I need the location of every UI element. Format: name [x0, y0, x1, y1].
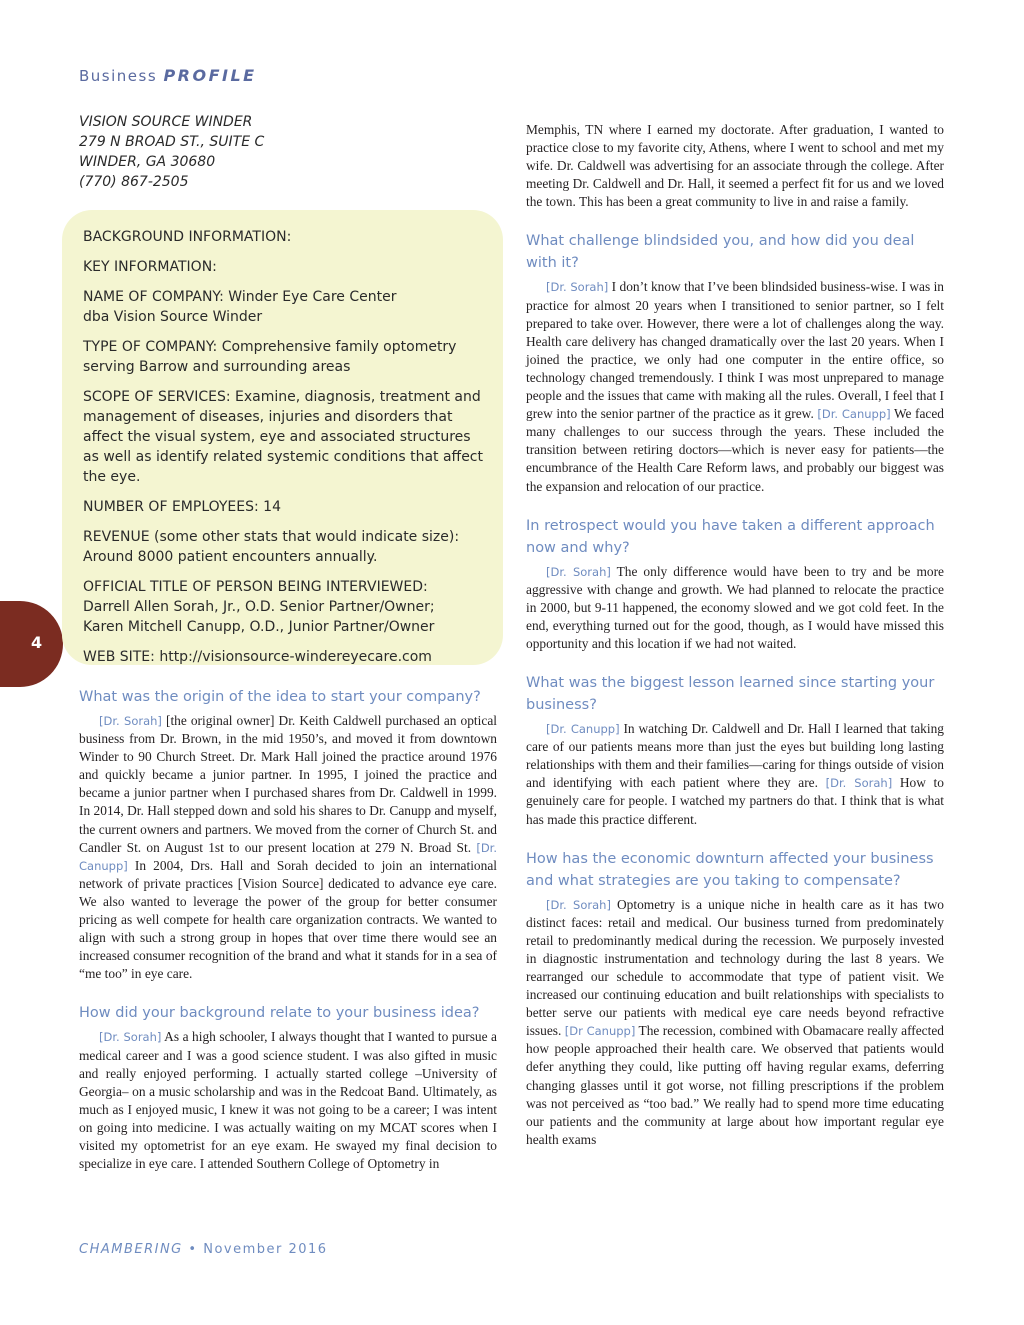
company-type-value: Comprehensive family optometry serving Barrow and surrounding areas [83, 339, 457, 375]
key-heading: KEY INFORMATION: [83, 259, 217, 275]
city-state-zip: WINDER, GA 30680 [79, 154, 216, 170]
question-background: How did your background relate to your business idea? [79, 1005, 480, 1022]
scope-entry [83, 387, 487, 487]
answer-text: How to genuinely care for people. I watched my partners do that. I think that is what has made this practice different. [526, 775, 944, 827]
issue-date: November 2016 [203, 1242, 328, 1257]
employees-label: NUMBER OF EMPLOYEES: [83, 499, 259, 515]
question-retrospect: In retrospect would you have taken a different approach now and why? [526, 517, 935, 556]
speaker-tag: [Dr. Sorah] [99, 714, 162, 728]
answer-downturn [526, 896, 944, 1149]
company-name-value: Winder Eye Care Center [228, 289, 397, 305]
background-info-box [62, 210, 503, 665]
revenue-entry [83, 527, 487, 567]
scope-label: SCOPE OF SERVICES: [83, 389, 231, 405]
interviewee-entry [83, 577, 487, 637]
employees-entry [83, 497, 487, 517]
answer-text: I don’t know that I’ve been blindsided business-wise. I was in practice for almost 20 years when I transitioned to senior partner, so I felt prepared to take over. However, there were a lot of challenges along the way. Health care delivery has changed dramatically over the last 20 years. When I joined the practice, we only had one computer in the entire office, so technology changed tremendously. I think I was most unprepared to manage people and the issues that came with making all the rules. Overall, I feel that I grew into the senior partner of the practice as it grew. [526, 279, 944, 422]
employees-value: 14 [263, 499, 281, 515]
page-footer [79, 1242, 328, 1257]
profile-label: PROFILE [163, 66, 257, 85]
website-link[interactable]: http://visionsource-windereyecare.com [159, 649, 432, 665]
answer-text: [the original owner] Dr. Keith Caldwell purchased an optical business from Dr. Brown, in the mid 1950’s, and moved it from downtown Winder to 90 Church Street. Dr. Mark Hall joined the practice around 1976 and quickly became a junior partner. In 1995, I joined the practice and became a junior partner when I purchased shares from Dr. Caldwell in 1999. In 2014, Dr. Hall stepped down and sold his shares to Dr. Canupp and myself, the current owners and partners. We moved from the corner of Church St. and Candler St. on August 1st to our present location at 279 N. Broad St. [79, 713, 497, 855]
interviewee-2: Karen Mitchell Canupp, O.D., Junior Partner/Owner [83, 619, 435, 635]
phone-number: (770) 867-2505 [79, 174, 189, 190]
speaker-tag: [Dr. Canupp] [817, 407, 891, 422]
speaker-tag: [Dr Canupp] [564, 1024, 636, 1039]
interviewee-label: OFFICIAL TITLE OF PERSON BEING INTERVIEWED: [83, 579, 428, 595]
company-type-label: TYPE OF COMPANY: [83, 339, 218, 355]
question-downturn: How has the economic downturn affected your business and what strategies are you taking to compensate? [526, 850, 934, 889]
article-column-right [526, 121, 944, 1149]
speaker-tag: [Dr. Sorah] [546, 897, 611, 912]
speaker-tag: [Dr. Sorah] [546, 564, 611, 579]
answer-challenge [526, 278, 944, 495]
answer-retrospect [526, 563, 944, 653]
magazine-name: CHAMBERING [79, 1242, 183, 1257]
speaker-tag: [Dr. Sorah] [99, 1030, 162, 1045]
question-origin: What was the origin of the idea to start your company? [79, 689, 481, 705]
footer-bullet: • [188, 1242, 198, 1257]
page-number: 4 [31, 633, 43, 652]
interviewee-1: Darrell Allen Sorah, Jr., O.D. Senior Partner/Owner; [83, 599, 435, 615]
street-address: 279 N BROAD ST., SUITE C [79, 134, 265, 150]
speaker-tag: [Dr. Canupp] [546, 722, 620, 737]
scope-value: Examine, diagnosis, treatment and management of diseases, injuries and disorders that affect the visual system, eye and associated structures as well as identify related systemic conditions that affect the eye. [83, 389, 483, 485]
company-dba: dba Vision Source Winder [83, 309, 263, 325]
company-type-entry [83, 337, 487, 377]
section-label: Business [79, 67, 158, 85]
answer-text: The recession, combined with Obamacare really affected how people approached their health care. We observed that patients would defer anything they could, like putting off having regular exams, deferring changing glasses until it got worse, not filling prescriptions if the problem was not perceived as “too bad.” We really had to spend more time educating our patients and the community at large about how important regular eye health exams [526, 1023, 944, 1147]
speaker-tag: [Dr. Sorah] [825, 776, 893, 791]
company-name-entry [83, 287, 487, 327]
answer-text: Optometry is a unique niche in health care as it has two distinct faces: retail and medical. Our business turned from predominately retail to predominantly medical during the recession. We purposely invested in diagnostic instrumentation and technology during the last 8 years. We rearranged our schedule to accommodate that type of patient visit. We increased our continuing education and built relationships with specialists to better serve our patients with medical eye care needs beyond refractive issues. [526, 896, 944, 1039]
section-header [79, 66, 257, 85]
answer-text: We faced many challenges to our success through the years. These included the transition between retiring doctors—which is never easy for patients—the encumbrance of the Health Care Reform laws, and probably our biggest was the expansion and relocation of our practice. [526, 406, 944, 494]
answer-lesson [526, 720, 944, 829]
question-challenge: What challenge blindsided you, and how did you deal with it? [526, 233, 915, 272]
speaker-tag: [Dr. Canupp] [79, 840, 497, 873]
answer-text: As a high schooler, I always thought that I wanted to pursue a medical career and I was a good science student. I was also gifted in music and really enjoyed performing. I actually started college –University of Georgia– on a music scholarship and was in the Redcoat Band. Ultimately, as much as I enjoyed music, I knew it was not going to be a career; I was intent on going into medicine. I was actually waiting on my MCAT scores when I visited my optometrist for an eye exam. He swayed my final decision to specialize in eye care. I attended Southern College of Optometry in [79, 1029, 497, 1172]
company-name: VISION SOURCE WINDER [79, 114, 253, 130]
answer-text: The only difference would have been to try and be more aggressive with change and growth. We had planned to relocate the practice in 2000, but 9-11 happened, the economy slowed and we got cold feet. In the end, everything turned out for the good, though, as I would have missed this opportunity and this location if we had not waited. [526, 563, 944, 651]
answer-text: In watching Dr. Caldwell and Dr. Hall I learned that taking care of our patients means more than just the eyes but building long lasting relationships with them and their families—caring for things outside of vision and identifying with each patient where they are. [526, 721, 944, 791]
website-entry [83, 647, 487, 667]
question-lesson: What was the biggest lesson learned since starting your business? [526, 675, 935, 714]
answer-background-continued: Memphis, TN where I earned my doctorate. After graduation, I wanted to practice close to my favorite city, Athens, where I went to school and met my wife. Dr. Caldwell was advertising for an associate through the college. After meeting Dr. Caldwell and Dr. Hall, it seemed a perfect fit for us and we loved the town. This has been a great community to live in and raise a family. [526, 122, 944, 210]
website-label: WEB SITE: [83, 649, 155, 665]
revenue-label: REVENUE [83, 529, 150, 545]
company-address [79, 112, 379, 192]
revenue-value: (some other stats that would indicate size): Around 8000 patient encounters annually. [83, 529, 460, 565]
answer-origin [79, 712, 497, 983]
article-column-left [79, 686, 497, 1173]
background-heading: BACKGROUND INFORMATION: [83, 229, 292, 245]
company-name-label: NAME OF COMPANY: [83, 289, 224, 305]
speaker-tag: [Dr. Sorah] [546, 280, 609, 295]
answer-background [79, 1028, 497, 1173]
answer-text: In 2004, Drs. Hall and Sorah decided to join an international network of private practices [Vision Source] dedicated to advance eye care. We also wanted to leverage the power of the group for better consumer pricing as well compete for health care organization contracts. We wanted to align with such a strong group in hopes that over time there would see an increased consumer recognition of the brand and what it stands for in a sea of “me too” in eye care. [79, 857, 497, 982]
